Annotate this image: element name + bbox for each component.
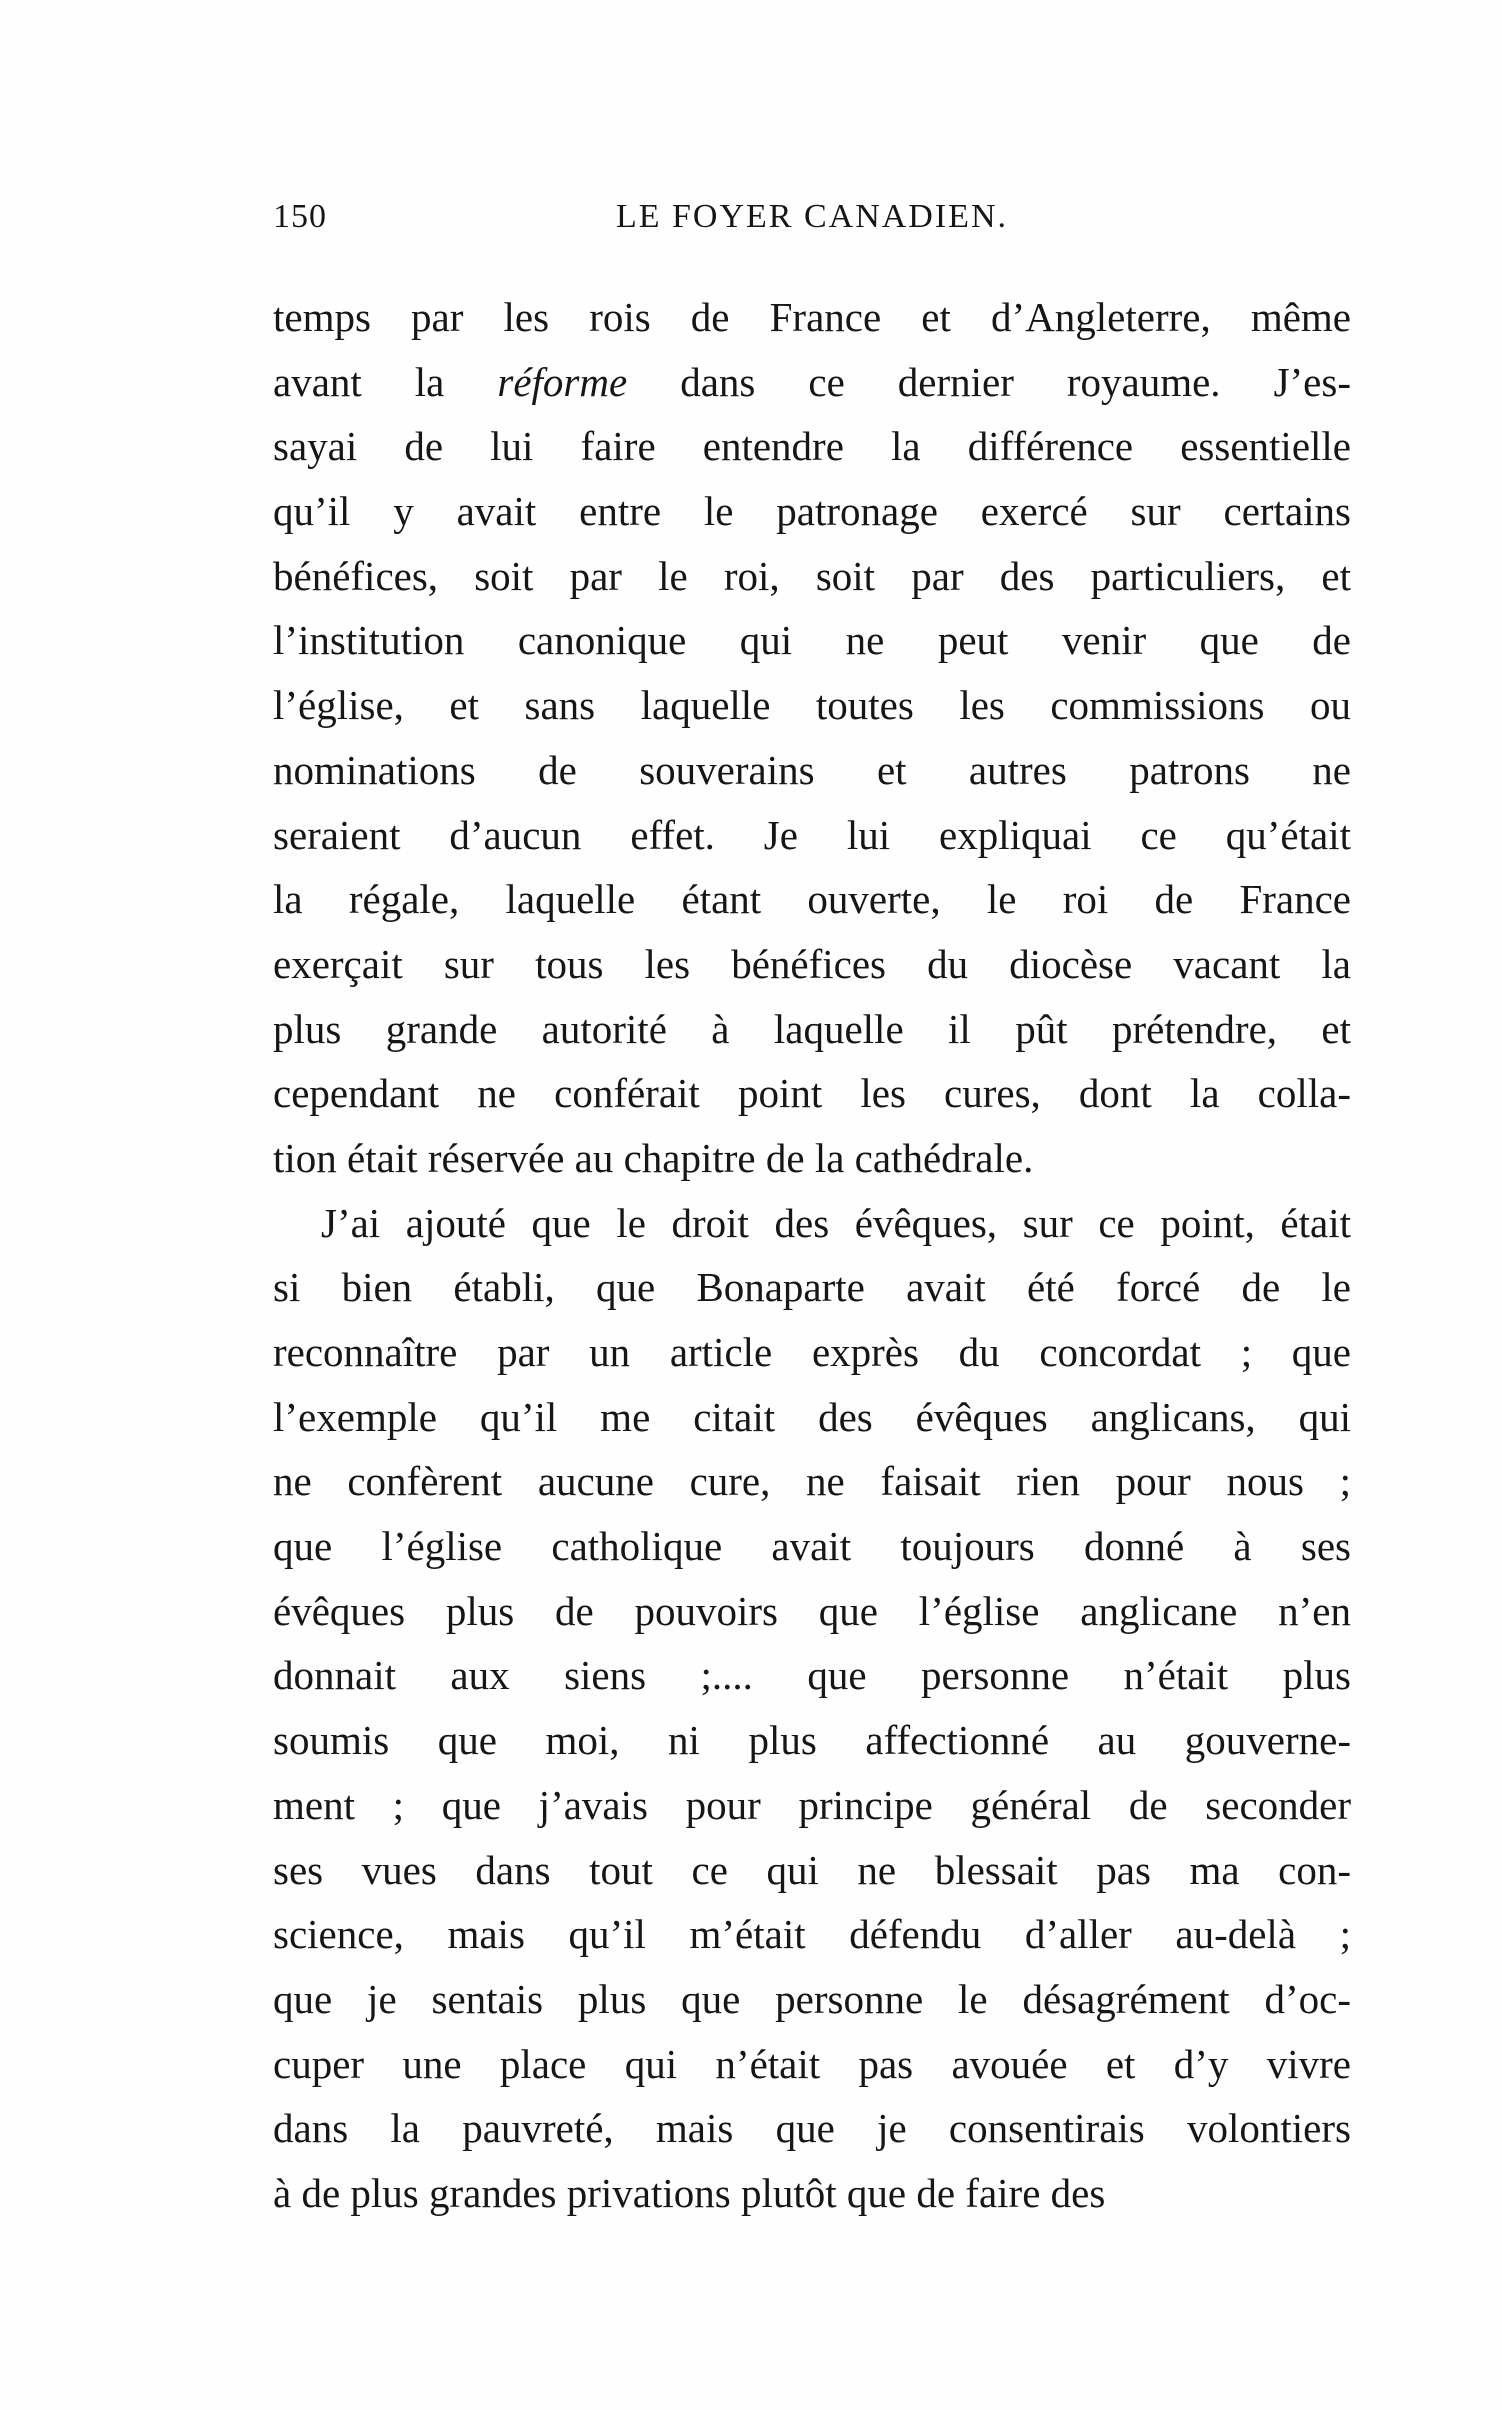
text-run: que je sentais plus que personne le désagrément d’oc- xyxy=(273,1975,1351,2022)
text-run: ment ; que j’avais pour principe général de seconder xyxy=(273,1781,1351,1828)
page-number: 150 xyxy=(273,198,327,235)
text-line xyxy=(273,1773,1351,1838)
text-run: évêques plus de pouvoirs que l’église anglicane n’en xyxy=(273,1587,1351,1634)
text-line xyxy=(273,1449,1351,1514)
text-line xyxy=(273,1255,1351,1320)
text-line xyxy=(273,803,1351,868)
text-run: à de plus grandes privations plutôt que de faire des xyxy=(273,2169,1106,2216)
text-line xyxy=(273,479,1351,544)
text-run: l’église, et sans laquelle toutes les commissions ou xyxy=(273,682,1351,729)
text-run: cuper une place qui n’était pas avouée et d’y vivre xyxy=(273,2040,1351,2087)
text-run: avant la xyxy=(273,358,498,405)
text-line xyxy=(273,1320,1351,1385)
text-line xyxy=(273,1061,1351,1126)
italic-word: réforme xyxy=(497,358,628,405)
text-run: que l’église catholique avait toujours donné à ses xyxy=(273,1523,1351,1570)
text-line xyxy=(273,673,1351,738)
text-run: seraient d’aucun effet. Je lui expliquai ce qu’était xyxy=(273,811,1351,858)
text-line xyxy=(273,1708,1351,1773)
text-line xyxy=(273,932,1351,997)
text-run: soumis que moi, ni plus affectionné au gouverne- xyxy=(273,1717,1351,1764)
text-line xyxy=(273,1514,1351,1579)
text-line xyxy=(273,1126,1351,1191)
text-line xyxy=(273,738,1351,803)
text-run: ses vues dans tout ce qui ne blessait pas ma con- xyxy=(273,1846,1351,1893)
text-run: l’institution canonique qui ne peut venir que de xyxy=(273,617,1351,664)
text-line xyxy=(273,1967,1351,2032)
text-line xyxy=(273,1838,1351,1903)
text-line xyxy=(273,285,1351,350)
text-run: si bien établi, que Bonaparte avait été forcé de le xyxy=(273,1264,1351,1311)
text-line xyxy=(273,2096,1351,2161)
text-run: cependant ne conférait point les cures, dont la colla- xyxy=(273,1070,1351,1117)
text-line xyxy=(273,1385,1351,1450)
running-head-title: LE FOYER CANADIEN. xyxy=(615,198,1009,235)
running-head xyxy=(273,198,1351,258)
text-line xyxy=(273,544,1351,609)
text-run: dans ce dernier royaume. J’es- xyxy=(627,358,1351,405)
text-run: J’ai ajouté que le droit des évêques, sur ce point, était xyxy=(321,1199,1351,1246)
text-run: bénéfices, soit par le roi, soit par des particuliers, et xyxy=(273,552,1351,599)
text-run: ne confèrent aucune cure, ne faisait rien pour nous ; xyxy=(273,1458,1351,1505)
text-run: tion était réservée au chapitre de la cathédrale. xyxy=(273,1134,1034,1181)
text-run: dans la pauvreté, mais que je consentirais volontiers xyxy=(273,2105,1351,2152)
text-line xyxy=(273,1191,1351,1256)
text-line xyxy=(273,608,1351,673)
text-run: temps par les rois de France et d’Angleterre, même xyxy=(273,294,1351,340)
text-run: nominations de souverains et autres patrons ne xyxy=(273,746,1351,793)
text-run: qu’il y avait entre le patronage exercé sur certains xyxy=(273,488,1351,535)
text-line xyxy=(273,2032,1351,2097)
text-run: exerçait sur tous les bénéfices du diocèse vacant la xyxy=(273,940,1351,987)
text-run: l’exemple qu’il me citait des évêques anglicans, qui xyxy=(273,1393,1351,1440)
text-line xyxy=(273,1643,1351,1708)
text-line xyxy=(273,2161,1351,2226)
text-run: la régale, laquelle étant ouverte, le roi de France xyxy=(273,876,1351,923)
text-run: science, mais qu’il m’était défendu d’aller au-delà ; xyxy=(273,1911,1351,1958)
paragraph xyxy=(273,285,1351,1191)
text-run: sayai de lui faire entendre la différence essentielle xyxy=(273,423,1351,470)
text-line xyxy=(273,997,1351,1062)
text-line xyxy=(273,350,1351,415)
text-line xyxy=(273,1579,1351,1644)
text-run: plus grande autorité à laquelle il pût prétendre, et xyxy=(273,1005,1351,1052)
body-text xyxy=(273,285,1351,2226)
paragraph xyxy=(273,1191,1351,2226)
text-line xyxy=(273,867,1351,932)
text-line xyxy=(273,414,1351,479)
text-run: donnait aux siens ;.... que personne n’était plus xyxy=(273,1652,1351,1699)
text-line xyxy=(273,1902,1351,1967)
text-run: reconnaître par un article exprès du concordat ; que xyxy=(273,1329,1351,1375)
